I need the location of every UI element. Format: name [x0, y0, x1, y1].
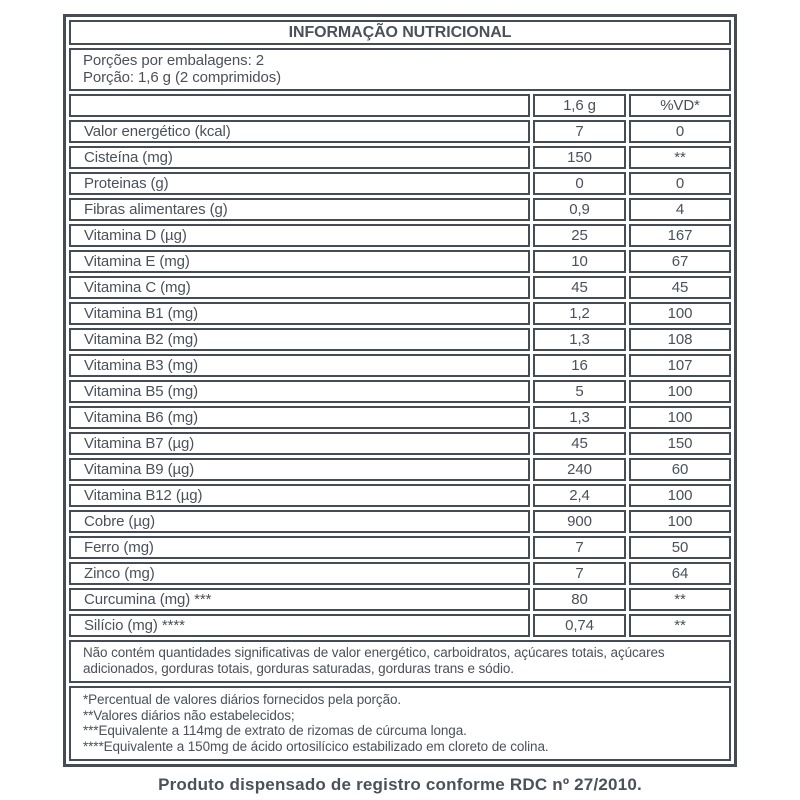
nutrient-amount: 7 — [533, 120, 626, 143]
nutrient-name: Vitamina E (mg) — [69, 250, 530, 273]
header-empty-cell — [69, 94, 530, 117]
nutrient-vd-percent: 45 — [629, 276, 731, 299]
portion-size: Porção: 1,6 g (2 comprimidos) — [83, 69, 282, 86]
table-row — [69, 146, 731, 169]
footnote-line: **Valores diários não estabelecidos; — [83, 707, 295, 723]
nutrient-name: Valor energético (kcal) — [69, 120, 530, 143]
nutrient-amount: 150 — [533, 146, 626, 169]
table-row — [69, 510, 731, 533]
nutrient-amount: 0 — [533, 172, 626, 195]
nutrient-amount: 7 — [533, 562, 626, 585]
nutrient-name: Vitamina B5 (mg) — [69, 380, 530, 403]
footnotes — [69, 686, 731, 761]
nutrient-vd-percent: 167 — [629, 224, 731, 247]
nutrient-amount: 900 — [533, 510, 626, 533]
nutrient-amount: 0,9 — [533, 198, 626, 221]
nutrition-rows — [69, 120, 731, 637]
nutrient-name: Ferro (mg) — [69, 536, 530, 559]
nutrient-name: Proteinas (g) — [69, 172, 530, 195]
table-row — [69, 406, 731, 429]
nutrient-name: Curcumina (mg) *** — [69, 588, 530, 611]
nutrient-name: Vitamina B12 (µg) — [69, 484, 530, 507]
table-row — [69, 380, 731, 403]
table-row — [69, 458, 731, 481]
table-row — [69, 562, 731, 585]
nutrient-name: Silício (mg) **** — [69, 614, 530, 637]
nutrient-amount: 16 — [533, 354, 626, 377]
registration-exemption-note: Produto dispensado de registro conforme RDC nº 27/2010. — [158, 775, 642, 794]
nutrient-vd-percent: 100 — [629, 510, 731, 533]
nutrient-vd-percent: 100 — [629, 380, 731, 403]
table-row — [69, 536, 731, 559]
nutrient-amount: 240 — [533, 458, 626, 481]
nutrient-name: Fibras alimentares (g) — [69, 198, 530, 221]
nutrient-name: Vitamina B3 (mg) — [69, 354, 530, 377]
nutrient-amount: 5 — [533, 380, 626, 403]
nutrient-amount: 45 — [533, 432, 626, 455]
nutrient-vd-percent: 100 — [629, 406, 731, 429]
nutrient-vd-percent: 0 — [629, 172, 731, 195]
column-header-row — [69, 94, 731, 117]
nutrient-amount: 45 — [533, 276, 626, 299]
footnote-line: ****Equivalente a 150mg de ácido ortosilícico estabilizado em cloreto de colina. — [83, 738, 549, 754]
nutrient-amount: 2,4 — [533, 484, 626, 507]
nutrient-vd-percent: 108 — [629, 328, 731, 351]
nutrient-amount: 10 — [533, 250, 626, 273]
table-row — [69, 224, 731, 247]
nutrient-vd-percent: 100 — [629, 302, 731, 325]
table-row — [69, 614, 731, 637]
nutrient-vd-percent: 107 — [629, 354, 731, 377]
nutrient-name: Zinco (mg) — [69, 562, 530, 585]
table-title: INFORMAÇÃO NUTRICIONAL — [69, 20, 731, 45]
nutrient-vd-percent: ** — [629, 588, 731, 611]
table-row — [69, 120, 731, 143]
table-row — [69, 328, 731, 351]
table-row — [69, 302, 731, 325]
nutrient-amount: 0,74 — [533, 614, 626, 637]
nutrient-vd-percent: 64 — [629, 562, 731, 585]
nutrient-name: Vitamina B2 (mg) — [69, 328, 530, 351]
header-amount-column: 1,6 g — [533, 94, 626, 117]
nutrient-vd-percent: 4 — [629, 198, 731, 221]
header-vd-column: %VD* — [629, 94, 731, 117]
nutrient-vd-percent: ** — [629, 614, 731, 637]
nutrient-amount: 25 — [533, 224, 626, 247]
nutrient-vd-percent: 50 — [629, 536, 731, 559]
table-row — [69, 354, 731, 377]
footnote-line: ***Equivalente a 114mg de extrato de rizomas de cúrcuma longa. — [83, 723, 467, 738]
nutrition-table — [63, 14, 737, 767]
nutrient-vd-percent: 150 — [629, 432, 731, 455]
nutrient-vd-percent: 60 — [629, 458, 731, 481]
portions-per-package: Porções por embalagens: 2 — [83, 52, 264, 69]
portions-info — [69, 48, 731, 91]
nutrient-amount: 1,2 — [533, 302, 626, 325]
nutrient-name: Vitamina B6 (mg) — [69, 406, 530, 429]
nutrient-name: Vitamina B7 (µg) — [69, 432, 530, 455]
nutrient-amount: 7 — [533, 536, 626, 559]
nutrient-amount: 1,3 — [533, 328, 626, 351]
nutrient-vd-percent: 100 — [629, 484, 731, 507]
table-row — [69, 588, 731, 611]
table-row — [69, 276, 731, 299]
nutrient-vd-percent: ** — [629, 146, 731, 169]
table-row — [69, 432, 731, 455]
nutrient-name: Cobre (µg) — [69, 510, 530, 533]
no-significant-amounts-note: Não contém quantidades significativas de valor energético, carboidratos, açúcares totais, açúcares adicionados, gorduras totais, gorduras saturadas, gorduras trans e sódio. — [69, 640, 731, 683]
nutrient-amount: 1,3 — [533, 406, 626, 429]
nutrient-vd-percent: 0 — [629, 120, 731, 143]
nutrient-name: Cisteína (mg) — [69, 146, 530, 169]
footnote-line: *Percentual de valores diários fornecidos pela porção. — [83, 692, 402, 707]
table-row — [69, 198, 731, 221]
nutrient-name: Vitamina B9 (µg) — [69, 458, 530, 481]
table-row — [69, 172, 731, 195]
table-row — [69, 484, 731, 507]
nutrient-name: Vitamina B1 (mg) — [69, 302, 530, 325]
table-row — [69, 250, 731, 273]
nutrient-vd-percent: 67 — [629, 250, 731, 273]
nutrient-amount: 80 — [533, 588, 626, 611]
nutrient-name: Vitamina C (mg) — [69, 276, 530, 299]
nutrient-name: Vitamina D (µg) — [69, 224, 530, 247]
